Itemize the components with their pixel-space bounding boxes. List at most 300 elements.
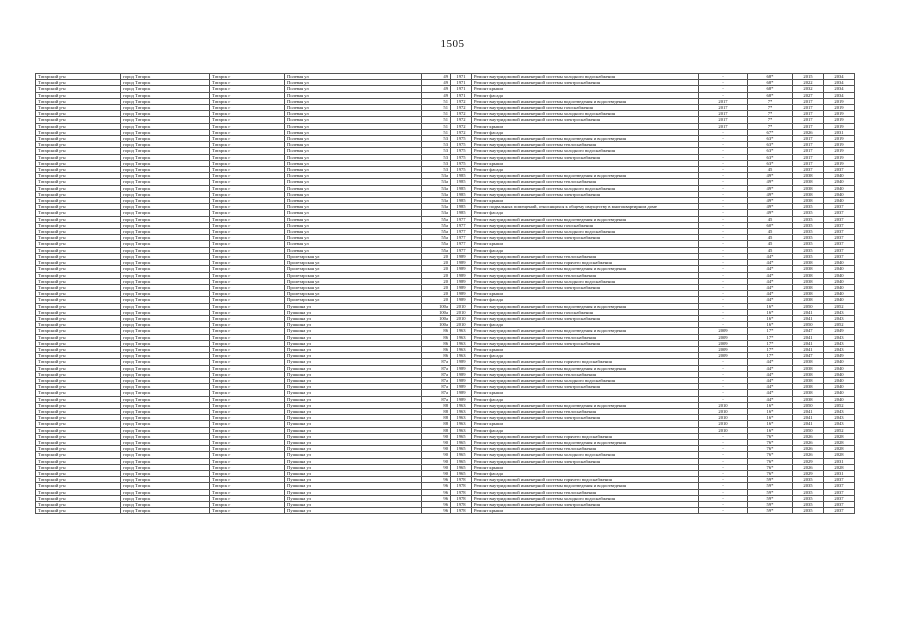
house-cell: 90 xyxy=(422,458,451,464)
street-cell: Полевая ул xyxy=(285,111,422,117)
wear-cell: 60* xyxy=(748,222,793,228)
work-cell: Ремонт внутридомовой инженерной системы холодного водоснабжения xyxy=(472,452,699,458)
house-cell: 100а xyxy=(422,322,451,328)
year-cell: 1985 xyxy=(451,204,472,210)
work-cell: Ремонт внутридомовой инженерной системы электроснабжения xyxy=(472,154,699,160)
start-year-cell: 2041 xyxy=(793,346,824,352)
district-cell: Татарский р-н xyxy=(36,408,121,414)
year-cell: 1965 xyxy=(451,464,472,470)
year-cell: 1989 xyxy=(451,253,472,259)
house-cell: 53а xyxy=(422,204,451,210)
street-cell: Пушкина ул xyxy=(285,408,422,414)
year-cell: 1975 xyxy=(451,148,472,154)
done-year-cell: - xyxy=(699,284,748,290)
work-cell: Ремонт внутридомовой инженерной системы электроснабжения xyxy=(472,384,699,390)
year-cell: 1978 xyxy=(451,502,472,508)
done-year-cell: - xyxy=(699,452,748,458)
work-cell: Ремонт внутридомовой инженерной системы теплоснабжения xyxy=(472,253,699,259)
town-cell: Татарск г xyxy=(210,402,285,408)
done-year-cell: - xyxy=(699,260,748,266)
house-cell: 53 xyxy=(422,167,451,173)
house-cell: 87а xyxy=(422,396,451,402)
done-year-cell: 2010 xyxy=(699,421,748,427)
house-cell: 20 xyxy=(422,253,451,259)
wear-cell: 59* xyxy=(748,477,793,483)
city-cell: город Татарск xyxy=(121,179,210,185)
start-year-cell: 2041 xyxy=(793,408,824,414)
wear-cell: 45 xyxy=(748,235,793,241)
year-cell: 1965 xyxy=(451,433,472,439)
town-cell: Татарск г xyxy=(210,129,285,135)
town-cell: Татарск г xyxy=(210,464,285,470)
town-cell: Татарск г xyxy=(210,74,285,80)
street-cell: Полевая ул xyxy=(285,179,422,185)
end-year-cell: 2019 xyxy=(824,148,855,154)
town-cell: Татарск г xyxy=(210,235,285,241)
district-cell: Татарский р-н xyxy=(36,123,121,129)
done-year-cell: - xyxy=(699,191,748,197)
house-cell: 51 xyxy=(422,117,451,123)
city-cell: город Татарск xyxy=(121,92,210,98)
house-cell: 20 xyxy=(422,278,451,284)
town-cell: Татарск г xyxy=(210,433,285,439)
district-cell: Татарский р-н xyxy=(36,284,121,290)
year-cell: 1989 xyxy=(451,371,472,377)
street-cell: Пушкина ул xyxy=(285,471,422,477)
street-cell: Полевая ул xyxy=(285,80,422,86)
street-cell: Пушкина ул xyxy=(285,309,422,315)
city-cell: город Татарск xyxy=(121,272,210,278)
year-cell: 1971 xyxy=(451,80,472,86)
wear-cell: 63* xyxy=(748,154,793,160)
street-cell: Полевая ул xyxy=(285,154,422,160)
end-year-cell: 2043 xyxy=(824,346,855,352)
street-cell: Полевая ул xyxy=(285,235,422,241)
year-cell: 1963 xyxy=(451,340,472,346)
town-cell: Татарск г xyxy=(210,396,285,402)
work-cell: Ремонт фасада xyxy=(472,353,699,359)
district-cell: Татарский р-н xyxy=(36,452,121,458)
work-cell: Ремонт внутридомовой инженерной системы теплоснабжения xyxy=(472,371,699,377)
house-cell: 49 xyxy=(422,80,451,86)
start-year-cell: 2038 xyxy=(793,390,824,396)
house-cell: 20 xyxy=(422,266,451,272)
city-cell: город Татарск xyxy=(121,241,210,247)
district-cell: Татарский р-н xyxy=(36,173,121,179)
district-cell: Татарский р-н xyxy=(36,247,121,253)
year-cell: 1989 xyxy=(451,266,472,272)
start-year-cell: 2038 xyxy=(793,173,824,179)
district-cell: Татарский р-н xyxy=(36,489,121,495)
end-year-cell: 2031 xyxy=(824,471,855,477)
house-cell: 90 xyxy=(422,452,451,458)
wear-cell: 76* xyxy=(748,464,793,470)
start-year-cell: 2038 xyxy=(793,359,824,365)
house-cell: 20 xyxy=(422,297,451,303)
city-cell: город Татарск xyxy=(121,508,210,514)
house-cell: 86 xyxy=(422,340,451,346)
wear-cell: 59* xyxy=(748,495,793,501)
done-year-cell: - xyxy=(699,303,748,309)
town-cell: Татарск г xyxy=(210,365,285,371)
district-cell: Татарский р-н xyxy=(36,136,121,142)
end-year-cell: 2019 xyxy=(824,154,855,160)
year-cell: 1978 xyxy=(451,508,472,514)
work-cell: Ремонт внутридомовой инженерной системы горячего водоснабжения xyxy=(472,477,699,483)
town-cell: Татарск г xyxy=(210,483,285,489)
year-cell: 1963 xyxy=(451,353,472,359)
end-year-cell: 2037 xyxy=(824,229,855,235)
start-year-cell: 2035 xyxy=(793,495,824,501)
street-cell: Полевая ул xyxy=(285,117,422,123)
end-year-cell: 2037 xyxy=(824,241,855,247)
town-cell: Татарск г xyxy=(210,315,285,321)
start-year-cell: 2038 xyxy=(793,284,824,290)
district-cell: Татарский р-н xyxy=(36,384,121,390)
table-row xyxy=(36,508,855,514)
year-cell: 1977 xyxy=(451,216,472,222)
done-year-cell: 2017 xyxy=(699,123,748,129)
city-cell: город Татарск xyxy=(121,408,210,414)
town-cell: Татарск г xyxy=(210,377,285,383)
end-year-cell: 2040 xyxy=(824,390,855,396)
town-cell: Татарск г xyxy=(210,160,285,166)
district-cell: Татарский р-н xyxy=(36,160,121,166)
start-year-cell: 2015 xyxy=(793,74,824,80)
town-cell: Татарск г xyxy=(210,390,285,396)
end-year-cell: 2043 xyxy=(824,415,855,421)
work-cell: Ремонт подвальных помещений, относящихся к общему имуществу в многоквартирном доме xyxy=(472,204,699,210)
district-cell: Татарский р-н xyxy=(36,458,121,464)
town-cell: Татарск г xyxy=(210,229,285,235)
start-year-cell: 2038 xyxy=(793,384,824,390)
start-year-cell: 2017 xyxy=(793,123,824,129)
work-cell: Ремонт крыши xyxy=(472,291,699,297)
start-year-cell: 2038 xyxy=(793,396,824,402)
city-cell: город Татарск xyxy=(121,80,210,86)
end-year-cell: 2043 xyxy=(824,315,855,321)
end-year-cell: 2037 xyxy=(824,222,855,228)
district-cell: Татарский р-н xyxy=(36,353,121,359)
house-cell: 55а xyxy=(422,229,451,235)
wear-cell: 76* xyxy=(748,452,793,458)
house-cell: 53а xyxy=(422,179,451,185)
wear-cell: 17* xyxy=(748,340,793,346)
city-cell: город Татарск xyxy=(121,458,210,464)
wear-cell: 63* xyxy=(748,136,793,142)
city-cell: город Татарск xyxy=(121,390,210,396)
district-cell: Татарский р-н xyxy=(36,210,121,216)
city-cell: город Татарск xyxy=(121,167,210,173)
start-year-cell: 2038 xyxy=(793,198,824,204)
city-cell: город Татарск xyxy=(121,353,210,359)
start-year-cell: 2029 xyxy=(793,471,824,477)
end-year-cell: 2019 xyxy=(824,117,855,123)
start-year-cell: 2035 xyxy=(793,502,824,508)
year-cell: 1985 xyxy=(451,191,472,197)
town-cell: Татарск г xyxy=(210,278,285,284)
street-cell: Полевая ул xyxy=(285,129,422,135)
year-cell: 1989 xyxy=(451,390,472,396)
district-cell: Татарский р-н xyxy=(36,241,121,247)
year-cell: 1985 xyxy=(451,173,472,179)
end-year-cell: 2040 xyxy=(824,377,855,383)
town-cell: Татарск г xyxy=(210,123,285,129)
town-cell: Татарск г xyxy=(210,191,285,197)
city-cell: город Татарск xyxy=(121,309,210,315)
street-cell: Пушкина ул xyxy=(285,396,422,402)
town-cell: Татарск г xyxy=(210,173,285,179)
work-cell: Ремонт внутридомовой инженерной системы электроснабжения xyxy=(472,117,699,123)
start-year-cell: 2041 xyxy=(793,421,824,427)
street-cell: Пушкина ул xyxy=(285,502,422,508)
end-year-cell: 2043 xyxy=(824,309,855,315)
start-year-cell: 2029 xyxy=(793,458,824,464)
district-cell: Татарский р-н xyxy=(36,117,121,123)
work-cell: Ремонт внутридомовой инженерной системы электроснабжения xyxy=(472,502,699,508)
end-year-cell: 2037 xyxy=(824,210,855,216)
district-cell: Татарский р-н xyxy=(36,483,121,489)
wear-cell: 7* xyxy=(748,98,793,104)
year-cell: 1965 xyxy=(451,439,472,445)
end-year-cell: 2040 xyxy=(824,291,855,297)
year-cell: 1972 xyxy=(451,123,472,129)
start-year-cell: 2035 xyxy=(793,222,824,228)
year-cell: 1978 xyxy=(451,489,472,495)
year-cell: 1989 xyxy=(451,365,472,371)
street-cell: Пушкина ул xyxy=(285,415,422,421)
registry-rows xyxy=(36,74,855,514)
done-year-cell: 2017 xyxy=(699,98,748,104)
wear-cell: 44* xyxy=(748,359,793,365)
district-cell: Татарский р-н xyxy=(36,235,121,241)
house-cell: 100а xyxy=(422,309,451,315)
year-cell: 1963 xyxy=(451,328,472,334)
done-year-cell: 2009 xyxy=(699,346,748,352)
house-cell: 100а xyxy=(422,315,451,321)
district-cell: Татарский р-н xyxy=(36,346,121,352)
city-cell: город Татарск xyxy=(121,136,210,142)
start-year-cell: 2041 xyxy=(793,340,824,346)
wear-cell: 44* xyxy=(748,260,793,266)
start-year-cell: 2035 xyxy=(793,210,824,216)
city-cell: город Татарск xyxy=(121,415,210,421)
street-cell: Пушкина ул xyxy=(285,390,422,396)
start-year-cell: 2017 xyxy=(793,117,824,123)
done-year-cell: - xyxy=(699,495,748,501)
wear-cell: 76* xyxy=(748,433,793,439)
town-cell: Татарск г xyxy=(210,179,285,185)
town-cell: Татарск г xyxy=(210,427,285,433)
start-year-cell: 2035 xyxy=(793,483,824,489)
done-year-cell: - xyxy=(699,396,748,402)
street-cell: Полевая ул xyxy=(285,167,422,173)
work-cell: Ремонт внутридомовой инженерной системы холодного водоснабжения xyxy=(472,185,699,191)
district-cell: Татарский р-н xyxy=(36,191,121,197)
house-cell: 51 xyxy=(422,98,451,104)
start-year-cell: 2026 xyxy=(793,452,824,458)
district-cell: Татарский р-н xyxy=(36,297,121,303)
work-cell: Ремонт крыши xyxy=(472,508,699,514)
done-year-cell: - xyxy=(699,148,748,154)
start-year-cell: 2038 xyxy=(793,179,824,185)
end-year-cell: 2037 xyxy=(824,235,855,241)
start-year-cell: 2041 xyxy=(793,415,824,421)
town-cell: Татарск г xyxy=(210,502,285,508)
town-cell: Татарск г xyxy=(210,86,285,92)
district-cell: Татарский р-н xyxy=(36,415,121,421)
start-year-cell: 2035 xyxy=(793,477,824,483)
year-cell: 1972 xyxy=(451,111,472,117)
end-year-cell: 2019 xyxy=(824,136,855,142)
city-cell: город Татарск xyxy=(121,433,210,439)
house-cell: 88 xyxy=(422,408,451,414)
end-year-cell: 2037 xyxy=(824,489,855,495)
district-cell: Татарский р-н xyxy=(36,464,121,470)
town-cell: Татарск г xyxy=(210,105,285,111)
wear-cell: 49* xyxy=(748,204,793,210)
end-year-cell: 2019 xyxy=(824,98,855,104)
district-cell: Татарский р-н xyxy=(36,495,121,501)
work-cell: Ремонт внутридомовой инженерной системы электроснабжения xyxy=(472,191,699,197)
work-cell: Ремонт внутридомовой инженерной системы горячего водоснабжения xyxy=(472,359,699,365)
start-year-cell: 2038 xyxy=(793,371,824,377)
city-cell: город Татарск xyxy=(121,216,210,222)
wear-cell: 59* xyxy=(748,508,793,514)
house-cell: 96 xyxy=(422,495,451,501)
start-year-cell: 2041 xyxy=(793,309,824,315)
town-cell: Татарск г xyxy=(210,185,285,191)
wear-cell: 68* xyxy=(748,86,793,92)
town-cell: Татарск г xyxy=(210,291,285,297)
street-cell: Полевая ул xyxy=(285,123,422,129)
city-cell: город Татарск xyxy=(121,74,210,80)
end-year-cell: 2037 xyxy=(824,508,855,514)
work-cell: Ремонт внутридомовой инженерной системы водоотведения и водоотведения xyxy=(472,402,699,408)
wear-cell: 63* xyxy=(748,148,793,154)
done-year-cell: - xyxy=(699,390,748,396)
wear-cell: 44* xyxy=(748,266,793,272)
work-cell: Ремонт внутридомовой инженерной системы электроснабжения xyxy=(472,284,699,290)
end-year-cell: 2040 xyxy=(824,260,855,266)
year-cell: 1989 xyxy=(451,278,472,284)
year-cell: 1965 xyxy=(451,446,472,452)
work-cell: Ремонт внутридомовой инженерной системы водоотведения и водоотведения xyxy=(472,365,699,371)
wear-cell: 49* xyxy=(748,198,793,204)
start-year-cell: 2038 xyxy=(793,377,824,383)
year-cell: 2010 xyxy=(451,303,472,309)
city-cell: город Татарск xyxy=(121,142,210,148)
street-cell: Полевая ул xyxy=(285,148,422,154)
done-year-cell: - xyxy=(699,179,748,185)
district-cell: Татарский р-н xyxy=(36,334,121,340)
district-cell: Татарский р-н xyxy=(36,142,121,148)
start-year-cell: 2038 xyxy=(793,185,824,191)
end-year-cell: 2040 xyxy=(824,266,855,272)
wear-cell: 49* xyxy=(748,191,793,197)
house-cell: 90 xyxy=(422,464,451,470)
year-cell: 1989 xyxy=(451,377,472,383)
wear-cell: 68* xyxy=(748,74,793,80)
start-year-cell: 2038 xyxy=(793,278,824,284)
done-year-cell: - xyxy=(699,322,748,328)
start-year-cell: 2047 xyxy=(793,328,824,334)
work-cell: Ремонт фасада xyxy=(472,129,699,135)
end-year-cell: 2028 xyxy=(824,464,855,470)
done-year-cell: - xyxy=(699,80,748,86)
end-year-cell: 2034 xyxy=(824,86,855,92)
wear-cell: 76* xyxy=(748,446,793,452)
wear-cell: 76* xyxy=(748,458,793,464)
end-year-cell: 2040 xyxy=(824,384,855,390)
house-cell: 53 xyxy=(422,148,451,154)
year-cell: 1965 xyxy=(451,458,472,464)
street-cell: Пушкина ул xyxy=(285,477,422,483)
city-cell: город Татарск xyxy=(121,191,210,197)
city-cell: город Татарск xyxy=(121,471,210,477)
town-cell: Татарск г xyxy=(210,489,285,495)
year-cell: 1985 xyxy=(451,210,472,216)
house-cell: 49 xyxy=(422,86,451,92)
town-cell: Татарск г xyxy=(210,136,285,142)
house-cell: 90 xyxy=(422,471,451,477)
town-cell: Татарск г xyxy=(210,421,285,427)
district-cell: Татарский р-н xyxy=(36,179,121,185)
work-cell: Ремонт внутридомовой инженерной системы теплоснабжения xyxy=(472,179,699,185)
house-cell: 53а xyxy=(422,198,451,204)
start-year-cell: 2027 xyxy=(793,92,824,98)
work-cell: Ремонт фасада xyxy=(472,297,699,303)
district-cell: Татарский р-н xyxy=(36,260,121,266)
district-cell: Татарский р-н xyxy=(36,129,121,135)
done-year-cell: - xyxy=(699,464,748,470)
end-year-cell: 2037 xyxy=(824,483,855,489)
start-year-cell: 2026 xyxy=(793,439,824,445)
district-cell: Татарский р-н xyxy=(36,154,121,160)
work-cell: Ремонт фасада xyxy=(472,396,699,402)
town-cell: Татарск г xyxy=(210,328,285,334)
year-cell: 1978 xyxy=(451,477,472,483)
work-cell: Ремонт внутридомовой инженерной системы холодного водоснабжения xyxy=(472,148,699,154)
street-cell: Пушкина ул xyxy=(285,340,422,346)
wear-cell: 16* xyxy=(748,415,793,421)
district-cell: Татарский р-н xyxy=(36,266,121,272)
done-year-cell: - xyxy=(699,160,748,166)
work-cell: Ремонт фасада xyxy=(472,471,699,477)
town-cell: Татарск г xyxy=(210,346,285,352)
house-cell: 88 xyxy=(422,421,451,427)
start-year-cell: 2038 xyxy=(793,272,824,278)
town-cell: Татарск г xyxy=(210,284,285,290)
year-cell: 1975 xyxy=(451,154,472,160)
year-cell: 1971 xyxy=(451,92,472,98)
year-cell: 1977 xyxy=(451,229,472,235)
done-year-cell: 2017 xyxy=(699,117,748,123)
house-cell: 53а xyxy=(422,210,451,216)
house-cell: 51 xyxy=(422,123,451,129)
wear-cell: 76* xyxy=(748,471,793,477)
wear-cell: 63* xyxy=(748,142,793,148)
house-cell: 87а xyxy=(422,377,451,383)
district-cell: Татарский р-н xyxy=(36,477,121,483)
start-year-cell: 2041 xyxy=(793,334,824,340)
wear-cell: 17* xyxy=(748,334,793,340)
street-cell: Полевая ул xyxy=(285,222,422,228)
town-cell: Татарск г xyxy=(210,260,285,266)
city-cell: город Татарск xyxy=(121,477,210,483)
house-cell: 96 xyxy=(422,477,451,483)
end-year-cell: 2040 xyxy=(824,185,855,191)
